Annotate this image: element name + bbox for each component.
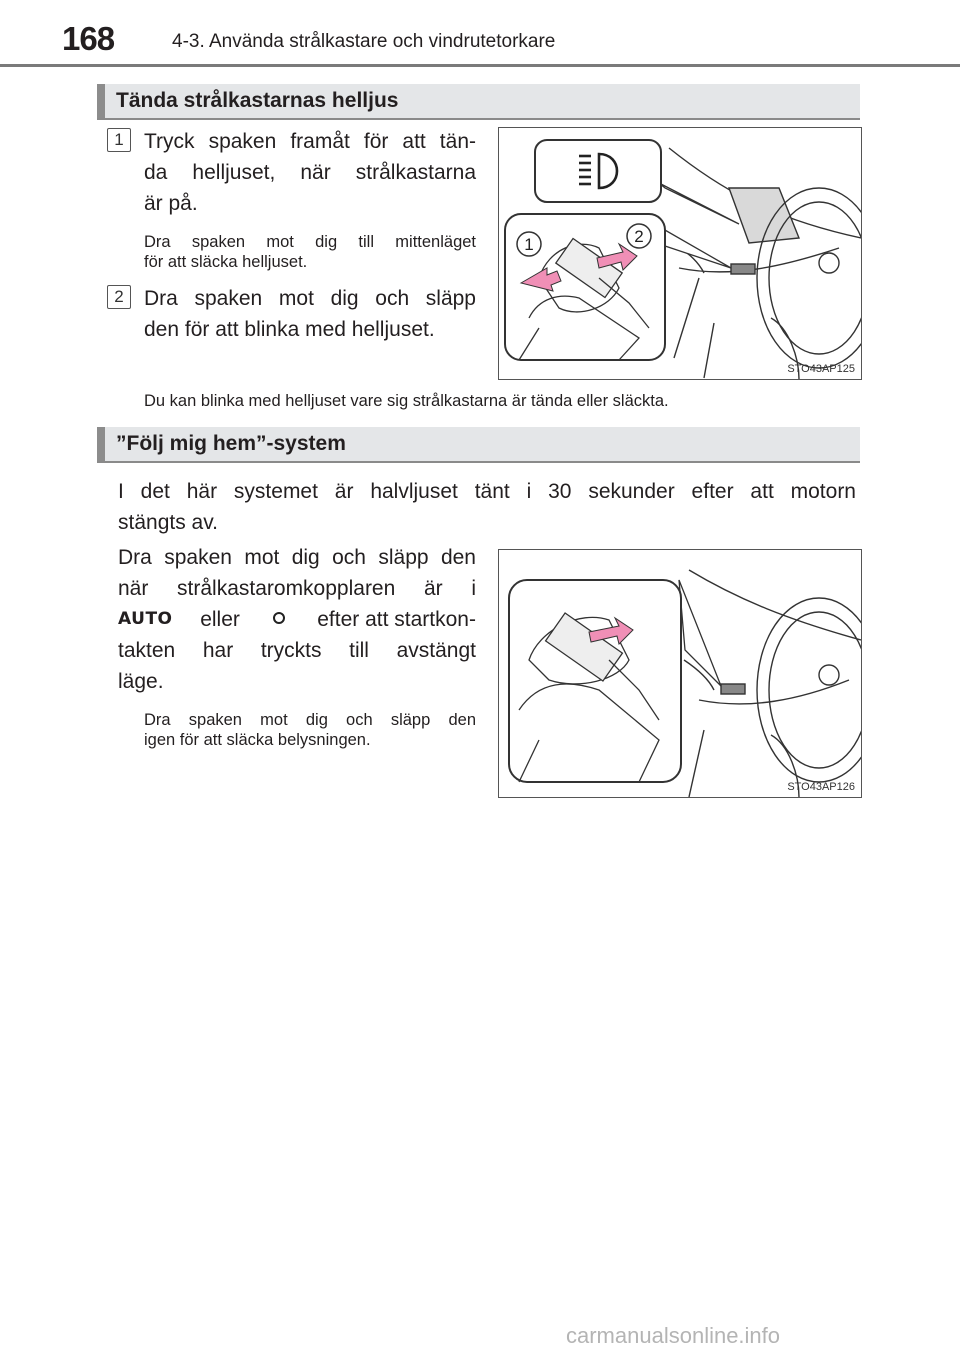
intro-line: I det här systemet är halvljuset tänt i 30 sekunder efter att motorn: [118, 480, 856, 503]
step-1-line: Tryck spaken framåt för att tän-: [144, 130, 476, 153]
step-number-2: 2: [107, 285, 131, 309]
section-heading-text: Tända strålkastarnas helljus: [116, 89, 399, 112]
note-line: Dra spaken mot dig och släpp den: [144, 711, 476, 729]
para-line: läge.: [118, 670, 164, 693]
step-1-note: [144, 232, 476, 272]
follow-me-paragraph: [118, 542, 476, 697]
para-line: Dra spaken mot dig och släpp den: [118, 546, 476, 569]
figure-id: STO43AP125: [787, 363, 855, 375]
section-heading-follow-me-home: [97, 427, 860, 463]
flash-note: Du kan blinka med helljuset vare sig strålkastarna är tända eller släckta.: [144, 392, 669, 410]
para-word: eller: [200, 608, 240, 631]
dashboard-illustration-2: [499, 550, 861, 797]
step-1-line: da helljuset, när strålkastarna: [144, 161, 476, 184]
figure-id: STO43AP126: [787, 781, 855, 793]
para-line: när strålkastaromkopplaren är i: [118, 577, 476, 600]
chapter-title: 4-3. Använda strålkastare och vindrutetorkare: [172, 31, 556, 52]
step-1-note-line: Dra spaken mot dig till mittenläget: [144, 233, 476, 251]
header-divider: [0, 64, 960, 67]
parking-light-icon: [268, 604, 290, 635]
watermark: carmanualsonline.info: [566, 1323, 781, 1348]
figure-headlight-lever-high-beam: [498, 127, 862, 380]
para-line: efter att startkon-: [317, 608, 476, 631]
para-line: takten har tryckts till avstängt: [118, 639, 476, 662]
step-1-note-line: för att släcka helljuset.: [144, 253, 308, 271]
step-number-1: 1: [107, 128, 131, 152]
section-heading-text: ”Följ mig hem”-system: [116, 432, 346, 455]
page-number: 168: [62, 20, 115, 57]
step-1-text: [144, 126, 476, 219]
step-2-line: den för att blinka med helljuset.: [144, 318, 435, 341]
step-1-line: är på.: [144, 192, 198, 215]
figure-headlight-lever-follow-me: [498, 549, 862, 798]
step-2-text: [144, 283, 476, 345]
callout-2: 2: [634, 227, 644, 246]
auto-icon: AUTO: [118, 609, 173, 629]
follow-me-note: [144, 710, 476, 750]
dashboard-illustration: [499, 128, 861, 379]
note-line: igen för att släcka belysningen.: [144, 731, 371, 749]
follow-me-intro: [118, 476, 856, 538]
step-2-line: Dra spaken mot dig och släpp: [144, 287, 476, 310]
intro-line: stängts av.: [118, 511, 218, 534]
section-heading-high-beam: [97, 84, 860, 120]
callout-1: 1: [524, 235, 534, 254]
